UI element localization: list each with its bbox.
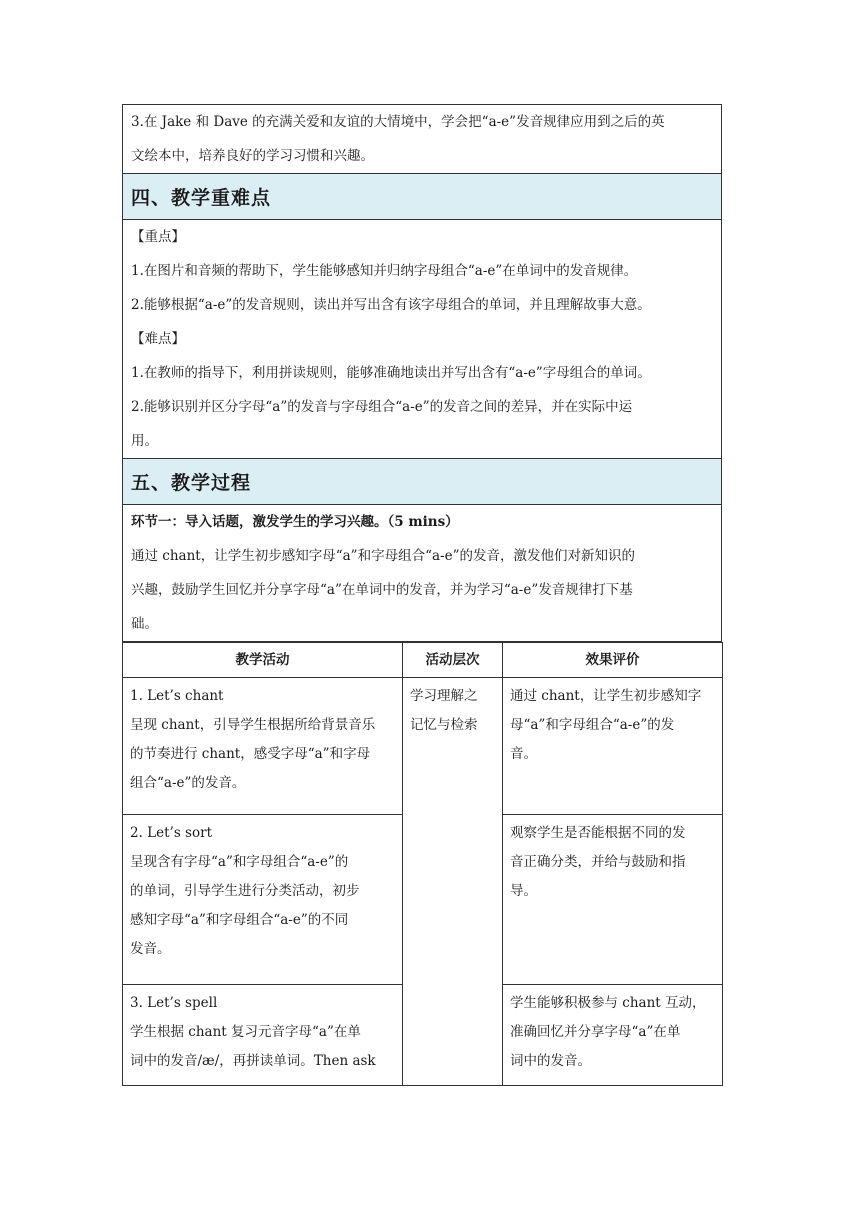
section-5-heading: 五、教学过程 bbox=[122, 459, 722, 505]
evaluation-text: 观察学生是否能根据不同的发 bbox=[510, 825, 686, 841]
step-1-line-1: 通过 chant，让学生初步感知字母“a”和字母组合“a-e”的发音，激发他们对新知识的 bbox=[131, 548, 635, 564]
activity-text: 的节奏进行 chant，感受字母“a”和字母 bbox=[130, 746, 371, 762]
key-points-label: 【重点】 bbox=[131, 229, 185, 245]
column-header-evaluation: 效果评价 bbox=[503, 643, 723, 678]
activity-text: 词中的发音/æ/，再拼读单词。Then ask bbox=[130, 1053, 376, 1069]
evaluation-cell bbox=[503, 678, 723, 815]
lesson-plan-page bbox=[122, 104, 722, 1086]
evaluation-cell bbox=[503, 985, 723, 1086]
table-row bbox=[123, 678, 723, 815]
step-1-title: 环节一：导入话题，激发学生的学习兴趣。（5 mins） bbox=[131, 514, 459, 530]
evaluation-text: 准确回忆并分享字母“a”在单 bbox=[510, 1024, 681, 1040]
section-4-heading: 四、教学重难点 bbox=[122, 174, 722, 220]
evaluation-text: 音。 bbox=[510, 746, 537, 762]
difficult-point-2-line-1: 2.能够识别并区分字母“a”的发音与字母组合“a-e”的发音之间的差异，并在实际中运 bbox=[131, 399, 633, 415]
evaluation-text: 词中的发音。 bbox=[510, 1053, 591, 1069]
activity-title: 1. Let’s chant bbox=[130, 688, 224, 704]
activity-text: 的单词，引导学生进行分类活动，初步 bbox=[130, 883, 360, 899]
difficult-points-label: 【难点】 bbox=[131, 331, 185, 347]
activity-text: 呈现 chant，引导学生根据所给背景音乐 bbox=[130, 717, 376, 733]
section-4-content bbox=[122, 220, 722, 459]
evaluation-text: 通过 chant，让学生初步感知字 bbox=[510, 688, 702, 704]
key-point-2: 2.能够根据“a-e”的发音规则，读出并写出含有该字母组合的单词，并且理解故事大意。 bbox=[131, 297, 651, 313]
evaluation-cell bbox=[503, 815, 723, 985]
difficult-point-2-line-2: 用。 bbox=[131, 433, 158, 449]
activity-text: 感知字母“a”和字母组合“a-e”的不同 bbox=[130, 912, 349, 928]
activity-cell bbox=[123, 985, 403, 1086]
activity-title: 3. Let’s spell bbox=[130, 995, 218, 1011]
objective-3-line-2: 文绘本中，培养良好的学习习惯和兴趣。 bbox=[131, 148, 374, 164]
evaluation-text: 学生能够积极参与 chant 互动， bbox=[510, 995, 706, 1011]
activity-text: 学生根据 chant 复习元音字母“a”在单 bbox=[130, 1024, 361, 1040]
step-1-line-2: 兴趣，鼓励学生回忆并分享字母“a”在单词中的发音，并为学习“a-e”发音规律打下基 bbox=[131, 582, 633, 598]
activity-text: 发音。 bbox=[130, 941, 171, 957]
objective-3-block bbox=[122, 104, 722, 174]
evaluation-text: 母“a”和字母组合“a-e”的发 bbox=[510, 717, 675, 733]
level-text: 学习理解之 bbox=[410, 688, 478, 704]
key-point-1: 1.在图片和音频的帮助下，学生能够感知并归纳字母组合“a-e”在单词中的发音规律。 bbox=[131, 263, 638, 279]
difficult-point-1: 1.在教师的指导下，利用拼读规则，能够准确地读出并写出含有“a-e”字母组合的单词。 bbox=[131, 365, 651, 381]
activity-text: 组合“a-e”的发音。 bbox=[130, 775, 246, 791]
level-text: 记忆与检索 bbox=[410, 717, 478, 733]
activity-table bbox=[122, 642, 723, 1086]
evaluation-text: 音正确分类，并给与鼓励和指 bbox=[510, 854, 686, 870]
evaluation-text: 导。 bbox=[510, 883, 537, 899]
activity-cell bbox=[123, 678, 403, 815]
activity-cell bbox=[123, 815, 403, 985]
objective-3-line-1: 3.在 Jake 和 Dave 的充满关爱和友谊的大情境中，学会把“a-e”发音规律应用到之后的英 bbox=[131, 114, 665, 130]
column-header-activity: 教学活动 bbox=[123, 643, 403, 678]
step-1-line-3: 础。 bbox=[131, 616, 158, 632]
activity-text: 呈现含有字母“a”和字母组合“a-e”的 bbox=[130, 854, 349, 870]
column-header-level: 活动层次 bbox=[403, 643, 503, 678]
table-header-row bbox=[123, 643, 723, 678]
section-5-intro bbox=[122, 505, 722, 642]
activity-title: 2. Let’s sort bbox=[130, 825, 212, 841]
level-cell bbox=[403, 678, 503, 1086]
